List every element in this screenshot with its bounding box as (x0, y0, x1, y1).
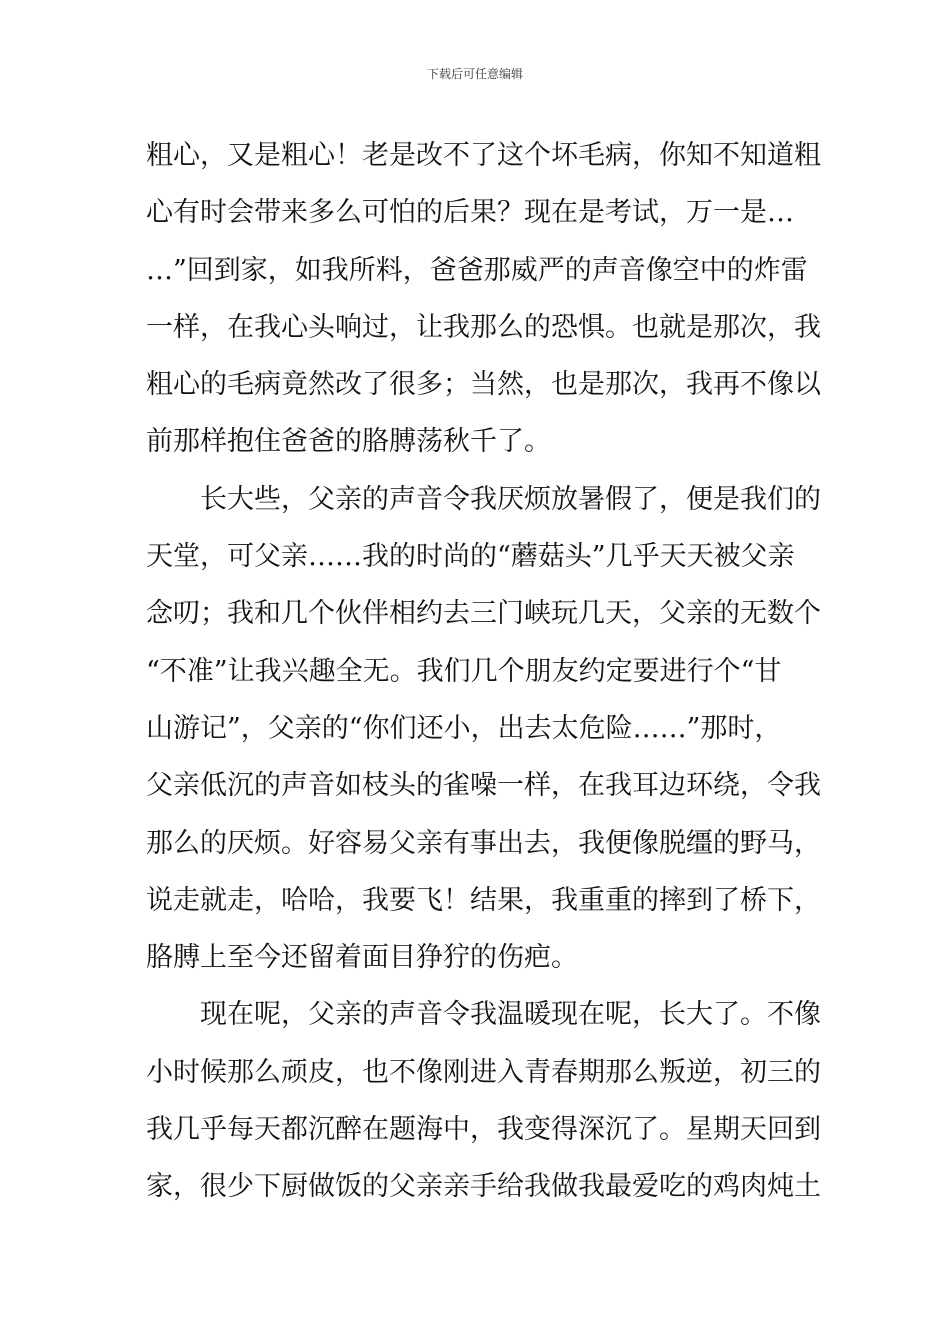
text-line: 念叨；我和几个伙伴相约去三门峡玩几天，父亲的无数个 (146, 598, 821, 630)
text-line: 粗心的毛病竟然改了很多；当然，也是那次，我再不像以 (146, 369, 821, 401)
text-line: “不准”让我兴趣全无。我们几个朋友约定要进行个“甘 (146, 655, 782, 687)
text-line: …”回到家，如我所料，爸爸那威严的声音像空中的炸雷 (146, 254, 808, 286)
text-line: 一样，在我心头响过，让我那么的恐惧。也就是那次，我 (146, 311, 821, 343)
text-line: 说走就走，哈哈，我要飞！结果，我重重的摔到了桥下， (146, 884, 821, 916)
text-line: 那么的厌烦。好容易父亲有事出去，我便像脱缰的野马， (146, 827, 821, 859)
text-line: 天堂，可父亲……我的时尚的“蘑菇头”几乎天天被父亲 (146, 541, 795, 573)
text-line: 前那样抱住爸爸的胳膊荡秋千了。 (146, 426, 551, 458)
text-line: 我几乎每天都沉醉在题海中，我变得深沉了。星期天回到 (146, 1114, 821, 1146)
text-line: 现在呢，父亲的声音令我温暖现在呢，长大了。不像 (200, 999, 821, 1031)
page-header: 下载后可任意编辑 (426, 67, 523, 81)
text-line: 山游记”，父亲的“你们还小，出去太危险……”那时， (146, 712, 782, 744)
text-line: 胳膊上至今还留着面目狰狞的伤疤。 (146, 942, 578, 974)
text-line: 小时候那么顽皮，也不像刚进入青春期那么叛逆，初三的 (146, 1056, 821, 1088)
paragraph-3 (146, 986, 821, 1215)
paragraph-1 (146, 127, 821, 471)
text-line: 父亲低沉的声音如枝头的雀噪一样，在我耳边环绕，令我 (146, 770, 821, 802)
text-line: 心有时会带来多么可怕的后果？现在是考试，万一是… (146, 197, 794, 229)
text-line: 长大些，父亲的声音令我厌烦放暑假了，便是我们的 (200, 483, 821, 515)
text-line: 家，很少下厨做饭的父亲亲手给我做我最爱吃的鸡肉炖土 (146, 1171, 821, 1203)
paragraph-2 (146, 471, 821, 987)
text-line: 粗心，又是粗心！老是改不了这个坏毛病，你知不知道粗 (146, 140, 821, 171)
document-body (146, 127, 821, 1216)
